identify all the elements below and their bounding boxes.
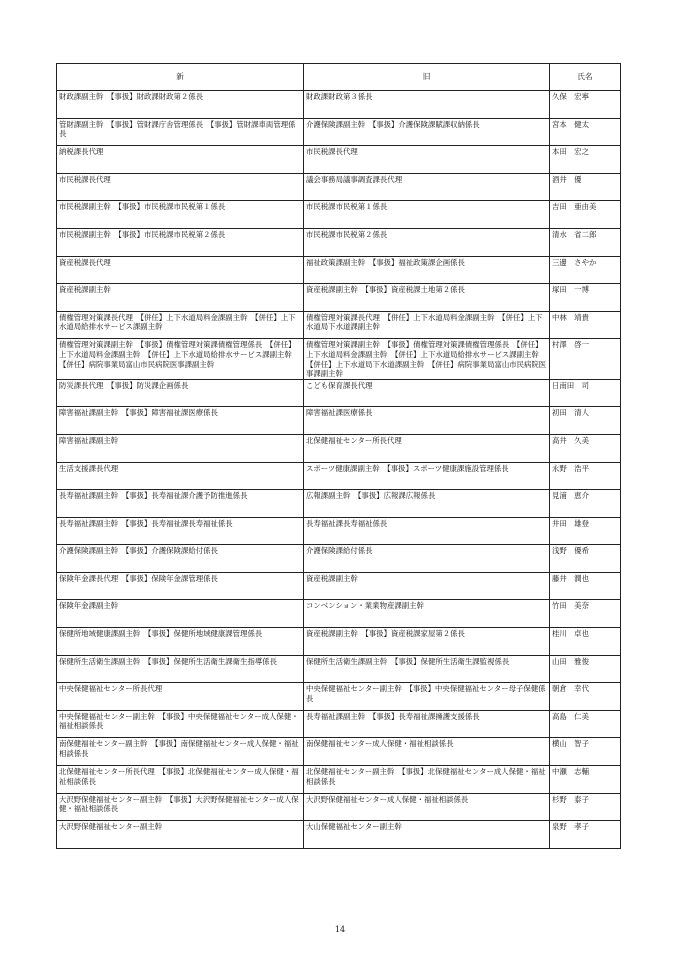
cell-name: 朝倉 幸代	[550, 683, 621, 711]
cell-name: 井田 雄登	[550, 517, 621, 545]
table-row	[57, 655, 621, 683]
cell-old-position: 資産税課副主幹 【事扱】資産税課土地第２係長	[304, 284, 550, 312]
table-row	[57, 146, 621, 174]
cell-new-position: 資産税課長代理	[57, 256, 304, 284]
cell-new-position: 北保健福祉センター所長代理 【事扱】北保健福祉センター成人保健・福祉相談係長	[57, 766, 304, 794]
cell-name: 三邊 さやか	[550, 256, 621, 284]
cell-name: 吉田 亜由美	[550, 201, 621, 229]
header-old: 旧	[304, 64, 550, 91]
cell-name: 見浦 恵介	[550, 490, 621, 518]
cell-name: 中瀬 志輔	[550, 766, 621, 794]
cell-new-position: 保健所地域健康課副主幹 【事扱】保健所地域健康課管理係長	[57, 628, 304, 656]
cell-new-position: 介護保険課副主幹 【事扱】介護保険課給付係長	[57, 545, 304, 573]
cell-old-position: 大山保健福祉センター副主幹	[304, 821, 550, 849]
cell-new-position: 納税課長代理	[57, 146, 304, 174]
table-row	[57, 284, 621, 312]
cell-new-position: 中央保健福祉センター副主幹 【事扱】中央保健福祉センター成人保健・福祉相談係長	[57, 710, 304, 738]
cell-new-position: 管財課副主幹 【事扱】管財課庁舎管理係長 【事扱】管財課車両管理係長	[57, 118, 304, 146]
table-row	[57, 339, 621, 379]
header-row	[57, 64, 621, 91]
cell-name: 清水 省二郎	[550, 228, 621, 256]
cell-name: 山田 雅俊	[550, 655, 621, 683]
cell-old-position: 中央保健福祉センター副主幹 【事扱】中央保健福祉センター母子保健係長	[304, 683, 550, 711]
table-row	[57, 766, 621, 794]
cell-name: 桂川 卓也	[550, 628, 621, 656]
cell-new-position: 障害福祉課副主幹 【事扱】障害福祉課医療係長	[57, 407, 304, 435]
cell-old-position: スポーツ健康課副主幹 【事扱】スポーツ健康課施設管理係長	[304, 462, 550, 490]
cell-old-position: 障害福祉課医療係長	[304, 407, 550, 435]
cell-name: 酒井 優	[550, 173, 621, 201]
cell-new-position: 防災課長代理 【事扱】防災課企画係長	[57, 379, 304, 407]
cell-old-position: 資産税課副主幹	[304, 572, 550, 600]
table-row	[57, 91, 621, 119]
cell-old-position: 広報課副主幹 【事扱】広報課広報係長	[304, 490, 550, 518]
cell-old-position: 福祉政策課副主幹 【事扱】福祉政策課企画係長	[304, 256, 550, 284]
table-row	[57, 201, 621, 229]
header-name: 氏名	[550, 64, 621, 91]
page-number: 14	[334, 925, 346, 934]
table-row	[57, 600, 621, 628]
cell-name: 藤井 潤也	[550, 572, 621, 600]
cell-old-position: 介護保険課副主幹 【事扱】介護保険課賦課収納係長	[304, 118, 550, 146]
cell-old-position: 北保健福祉センター所長代理	[304, 434, 550, 462]
cell-name: 浅野 優希	[550, 545, 621, 573]
cell-name: 初田 清人	[550, 407, 621, 435]
table-row	[57, 434, 621, 462]
cell-name: 高井 久美	[550, 434, 621, 462]
table-row	[57, 490, 621, 518]
table-row	[57, 821, 621, 849]
header-new: 新	[57, 64, 304, 91]
cell-new-position: 障害福祉課副主幹	[57, 434, 304, 462]
table-row	[57, 407, 621, 435]
cell-old-position: 債権管理対策課長代理 【併任】上下水道局料金課副主幹 【併任】上下水道局下水道課副主幹	[304, 311, 550, 339]
cell-old-position: コンベンション・業業物産課副主幹	[304, 600, 550, 628]
cell-old-position: 財政課財政第３係長	[304, 91, 550, 119]
cell-name: 高島 仁美	[550, 710, 621, 738]
cell-old-position: 介護保険課給付係長	[304, 545, 550, 573]
cell-new-position: 長寿福祉課副主幹 【事扱】長寿福祉課介護予防推進係長	[57, 490, 304, 518]
personnel-table	[56, 63, 621, 849]
table-row	[57, 628, 621, 656]
cell-new-position: 債権管理対策課副主幹 【事扱】債権管理対策課債権管理係長 【併任】上下水道局料金課副主幹 【併任】上下水道局給排水サービス課副主幹 【併任】病院事業局富山市民病院医事課副主幹	[57, 339, 304, 379]
cell-name: 宮本 健太	[550, 118, 621, 146]
cell-old-position: 大沢野保健福祉センター成人保健・福祉相談係長	[304, 793, 550, 821]
cell-name: 日南田 司	[550, 379, 621, 407]
cell-new-position: 保険年金課長代理 【事扱】保険年金課管理係長	[57, 572, 304, 600]
table-row	[57, 118, 621, 146]
cell-old-position: 北保健福祉センター副主幹 【事扱】北保健福祉センター成人保健・福祉相談係長	[304, 766, 550, 794]
cell-new-position: 市民税課副主幹 【事扱】市民税課市民税第１係長	[57, 201, 304, 229]
cell-old-position: 保健所生活衛生課副主幹 【事扱】保健所生活衛生課監視係長	[304, 655, 550, 683]
cell-name: 横山 智子	[550, 738, 621, 766]
table-row	[57, 311, 621, 339]
cell-old-position: こども保育課長代理	[304, 379, 550, 407]
cell-name: 本田 宏之	[550, 146, 621, 174]
cell-name: 久保 宏寧	[550, 91, 621, 119]
cell-new-position: 市民税課長代理	[57, 173, 304, 201]
cell-name: 泉野 孝子	[550, 821, 621, 849]
table-row	[57, 738, 621, 766]
table-row	[57, 517, 621, 545]
table-row	[57, 228, 621, 256]
cell-new-position: 大沢野保健福祉センター副主幹	[57, 821, 304, 849]
cell-new-position: 市民税課副主幹 【事扱】市民税課市民税第２係長	[57, 228, 304, 256]
table-row	[57, 256, 621, 284]
cell-old-position: 議会事務局議事調査課長代理	[304, 173, 550, 201]
table-row	[57, 545, 621, 573]
cell-old-position: 南保健福祉センター成人保健・福祉相談係長	[304, 738, 550, 766]
cell-new-position: 生活支援課長代理	[57, 462, 304, 490]
table-row	[57, 683, 621, 711]
cell-new-position: 大沢野保健福祉センター副主幹 【事扱】大沢野保健福祉センター成人保健・福祉相談係長	[57, 793, 304, 821]
cell-name: 塚田 一博	[550, 284, 621, 312]
cell-old-position: 市民税課長代理	[304, 146, 550, 174]
cell-old-position: 市民税課市民税第２係長	[304, 228, 550, 256]
cell-name: 中林 靖貴	[550, 311, 621, 339]
cell-old-position: 資産税課副主幹 【事扱】資産税課家屋第２係長	[304, 628, 550, 656]
cell-new-position: 長寿福祉課副主幹 【事扱】長寿福祉課長寿福祉係長	[57, 517, 304, 545]
table-row	[57, 793, 621, 821]
cell-old-position: 長寿福祉課長寿福祉係長	[304, 517, 550, 545]
table-row	[57, 173, 621, 201]
cell-name: 竹田 美奈	[550, 600, 621, 628]
cell-old-position: 市民税課市民税第１係長	[304, 201, 550, 229]
cell-new-position: 南保健福祉センター副主幹 【事扱】南保健福祉センター成人保健・福祉相談係長	[57, 738, 304, 766]
cell-new-position: 財政課副主幹 【事扱】財政課財政第２係長	[57, 91, 304, 119]
table-row	[57, 379, 621, 407]
cell-old-position: 債権管理対策課副主幹 【事扱】債権管理対策課債権管理係長 【併任】上下水道局料金課副主幹 【併任】上下水道局給排水サービス課副主幹 【併任】上下水道局下水道課副主幹 【併任】病院事業局富山市民病院医事課副主幹	[304, 339, 550, 379]
table-body	[57, 91, 621, 849]
table-row	[57, 572, 621, 600]
cell-new-position: 保健所生活衛生課副主幹 【事扱】保健所生活衛生課衛生指導係長	[57, 655, 304, 683]
cell-old-position: 長寿福祉課副主幹 【事扱】長寿福祉課擁護支援係長	[304, 710, 550, 738]
cell-new-position: 資産税課副主幹	[57, 284, 304, 312]
cell-name: 杉野 泰子	[550, 793, 621, 821]
cell-name: 永野 浩平	[550, 462, 621, 490]
table-row	[57, 462, 621, 490]
cell-name: 村澤 啓一	[550, 339, 621, 379]
cell-new-position: 中央保健福祉センター所長代理	[57, 683, 304, 711]
cell-new-position: 保険年金課副主幹	[57, 600, 304, 628]
table-row	[57, 710, 621, 738]
cell-new-position: 債権管理対策課長代理 【併任】上下水道局料金課副主幹 【併任】上下水道局給排水サービス課副主幹	[57, 311, 304, 339]
